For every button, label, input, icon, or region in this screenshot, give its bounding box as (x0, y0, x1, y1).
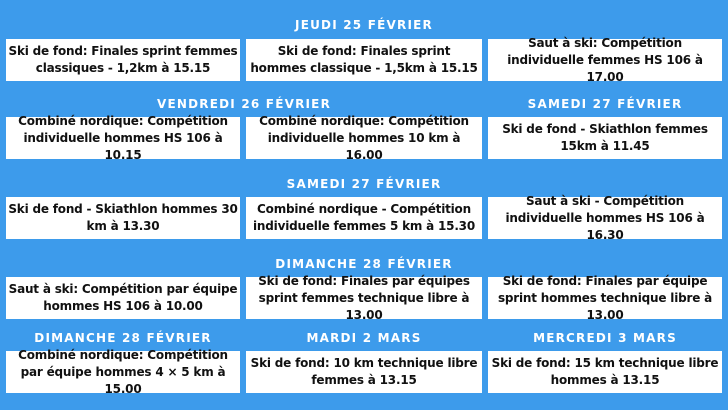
date-header-vendredi-26: VENDREDI 26 FÉVRIER (156, 97, 332, 111)
event-text: Ski de fond: Finales par équipes sprint femmes technique libre à 13.00 (258, 273, 470, 322)
event-text: Saut à ski - Compétition individuelle hommes HS 106 à 16.30 (505, 193, 705, 242)
event-text: Combiné nordique: Compétition par équipe hommes 4 × 5 km à 15.00 (18, 347, 228, 396)
event-card-r4c3 (488, 273, 722, 322)
event-card-r2c3 (488, 117, 722, 159)
date-header-dimanche-28-b: DIMANCHE 28 FÉVRIER (34, 331, 212, 345)
event-card-r1c2 (246, 39, 482, 81)
date-header-jeudi-25: JEUDI 25 FÉVRIER (295, 18, 433, 32)
event-card-r3c2 (246, 197, 482, 239)
event-text: Ski de fond: Finales sprint hommes classique - 1,5km à 15.15 (250, 44, 478, 75)
event-card-r3c3 (488, 193, 722, 242)
date-header-mercredi-3: MERCREDI 3 MARS (533, 331, 677, 345)
event-card-r2c1 (6, 113, 240, 162)
event-text: Saut à ski: Compétition par équipe hommes HS 106 à 10.00 (8, 282, 238, 313)
date-header-mardi-2: MARDI 2 MARS (306, 331, 422, 345)
event-card-r2c2 (246, 113, 482, 162)
event-card-r5c3 (488, 351, 722, 393)
event-text: Combiné nordique: Compétition individuelle hommes HS 106 à 10.15 (18, 113, 228, 162)
event-text: Saut à ski: Compétition individuelle femmes HS 106 à 17.00 (507, 35, 703, 84)
event-card-r4c1 (6, 277, 240, 319)
event-card-r1c1 (6, 39, 240, 81)
event-card-r3c1 (6, 197, 240, 239)
date-header-samedi-27: SAMEDI 27 FÉVRIER (527, 97, 683, 111)
event-text: Combiné nordique: Compétition individuelle hommes 10 km à 16.00 (259, 113, 469, 162)
event-card-r5c1 (6, 347, 240, 396)
date-header-dimanche-28: DIMANCHE 28 FÉVRIER (275, 257, 453, 271)
event-card-r5c2 (246, 351, 482, 393)
date-header-samedi-27-b: SAMEDI 27 FÉVRIER (286, 177, 442, 191)
event-text: Ski de fond - Skiathlon hommes 30 km à 13.30 (8, 202, 238, 233)
event-text: Ski de fond: 10 km technique libre femmes à 13.15 (250, 356, 478, 387)
event-card-r1c3 (488, 35, 722, 84)
event-text: Combiné nordique - Compétition individuelle femmes 5 km à 15.30 (253, 202, 475, 233)
event-card-r4c2 (246, 273, 482, 322)
event-text: Ski de fond: Finales par équipe sprint hommes technique libre à 13.00 (497, 273, 713, 322)
event-text: Ski de fond: 15 km technique libre hommes à 13.15 (491, 356, 719, 387)
event-text: Ski de fond - Skiathlon femmes 15km à 11.45 (502, 122, 708, 153)
event-text: Ski de fond: Finales sprint femmes classiques - 1,2km à 15.15 (8, 44, 238, 75)
